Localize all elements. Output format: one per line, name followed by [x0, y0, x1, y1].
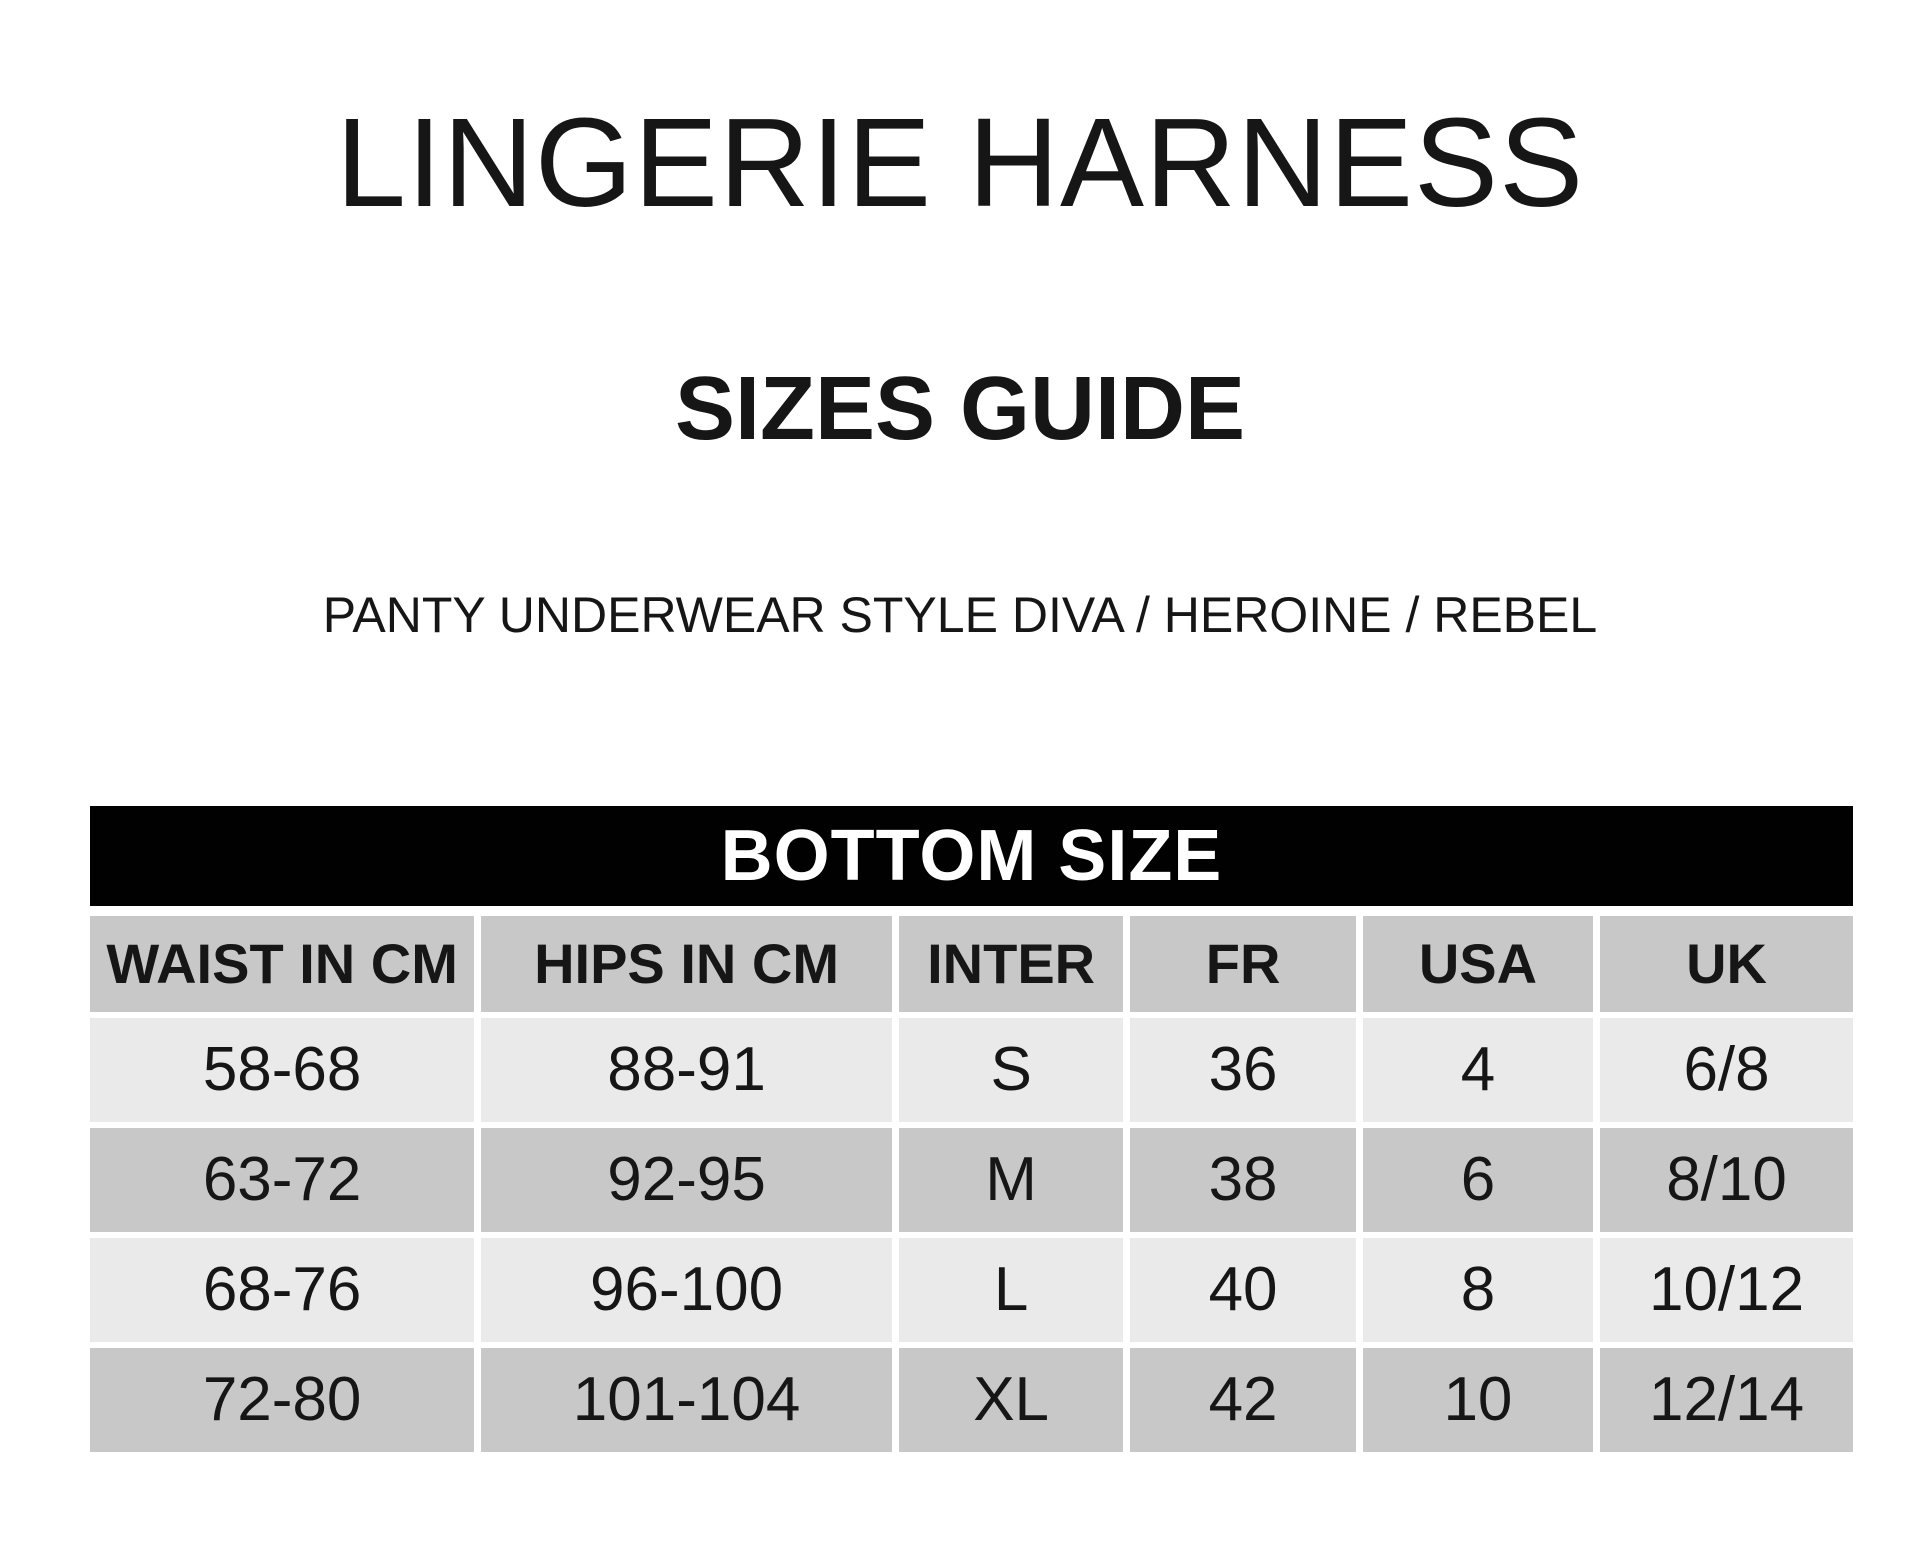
cell-uk: 10/12 — [1600, 1238, 1853, 1342]
table-row-size-m — [90, 1128, 1853, 1232]
cell-inter: L — [899, 1238, 1123, 1342]
cell-hips: 101-104 — [481, 1348, 892, 1452]
style-description: PANTY UNDERWEAR STYLE DIVA / HEROINE / REBEL — [322, 587, 1598, 643]
cell-waist: 58-68 — [90, 1018, 474, 1122]
cell-uk: 6/8 — [1600, 1018, 1853, 1122]
column-header-inter: INTER — [899, 916, 1123, 1012]
cell-hips: 88-91 — [481, 1018, 892, 1122]
table-title-band — [90, 806, 1853, 906]
table-row-size-xl — [90, 1348, 1853, 1452]
table-title: BOTTOM SIZE — [720, 816, 1223, 896]
cell-waist: 72-80 — [90, 1348, 474, 1452]
cell-fr: 36 — [1130, 1018, 1355, 1122]
cell-fr: 40 — [1130, 1238, 1355, 1342]
column-header-fr: FR — [1130, 916, 1355, 1012]
cell-usa: 4 — [1363, 1018, 1593, 1122]
page-title: LINGERIE HARNESS — [335, 92, 1585, 233]
cell-hips: 96-100 — [481, 1238, 892, 1342]
table-row-size-s — [90, 1018, 1853, 1122]
cell-uk: 8/10 — [1600, 1128, 1853, 1232]
cell-inter: M — [899, 1128, 1123, 1232]
table-header-row — [90, 916, 1853, 1012]
sizes-guide-heading: SIZES GUIDE — [674, 359, 1246, 459]
column-header-usa: USA — [1363, 916, 1593, 1012]
column-header-hips: HIPS IN CM — [481, 916, 892, 1012]
cell-usa: 6 — [1363, 1128, 1593, 1232]
cell-inter: XL — [899, 1348, 1123, 1452]
cell-hips: 92-95 — [481, 1128, 892, 1232]
cell-waist: 63-72 — [90, 1128, 474, 1232]
column-header-uk: UK — [1600, 916, 1853, 1012]
cell-fr: 42 — [1130, 1348, 1355, 1452]
cell-waist: 68-76 — [90, 1238, 474, 1342]
cell-uk: 12/14 — [1600, 1348, 1853, 1452]
cell-inter: S — [899, 1018, 1123, 1122]
column-header-waist: WAIST IN CM — [90, 916, 474, 1012]
size-table — [90, 806, 1853, 1452]
table-row-size-l — [90, 1238, 1853, 1342]
cell-fr: 38 — [1130, 1128, 1355, 1232]
cell-usa: 8 — [1363, 1238, 1593, 1342]
cell-usa: 10 — [1363, 1348, 1593, 1452]
